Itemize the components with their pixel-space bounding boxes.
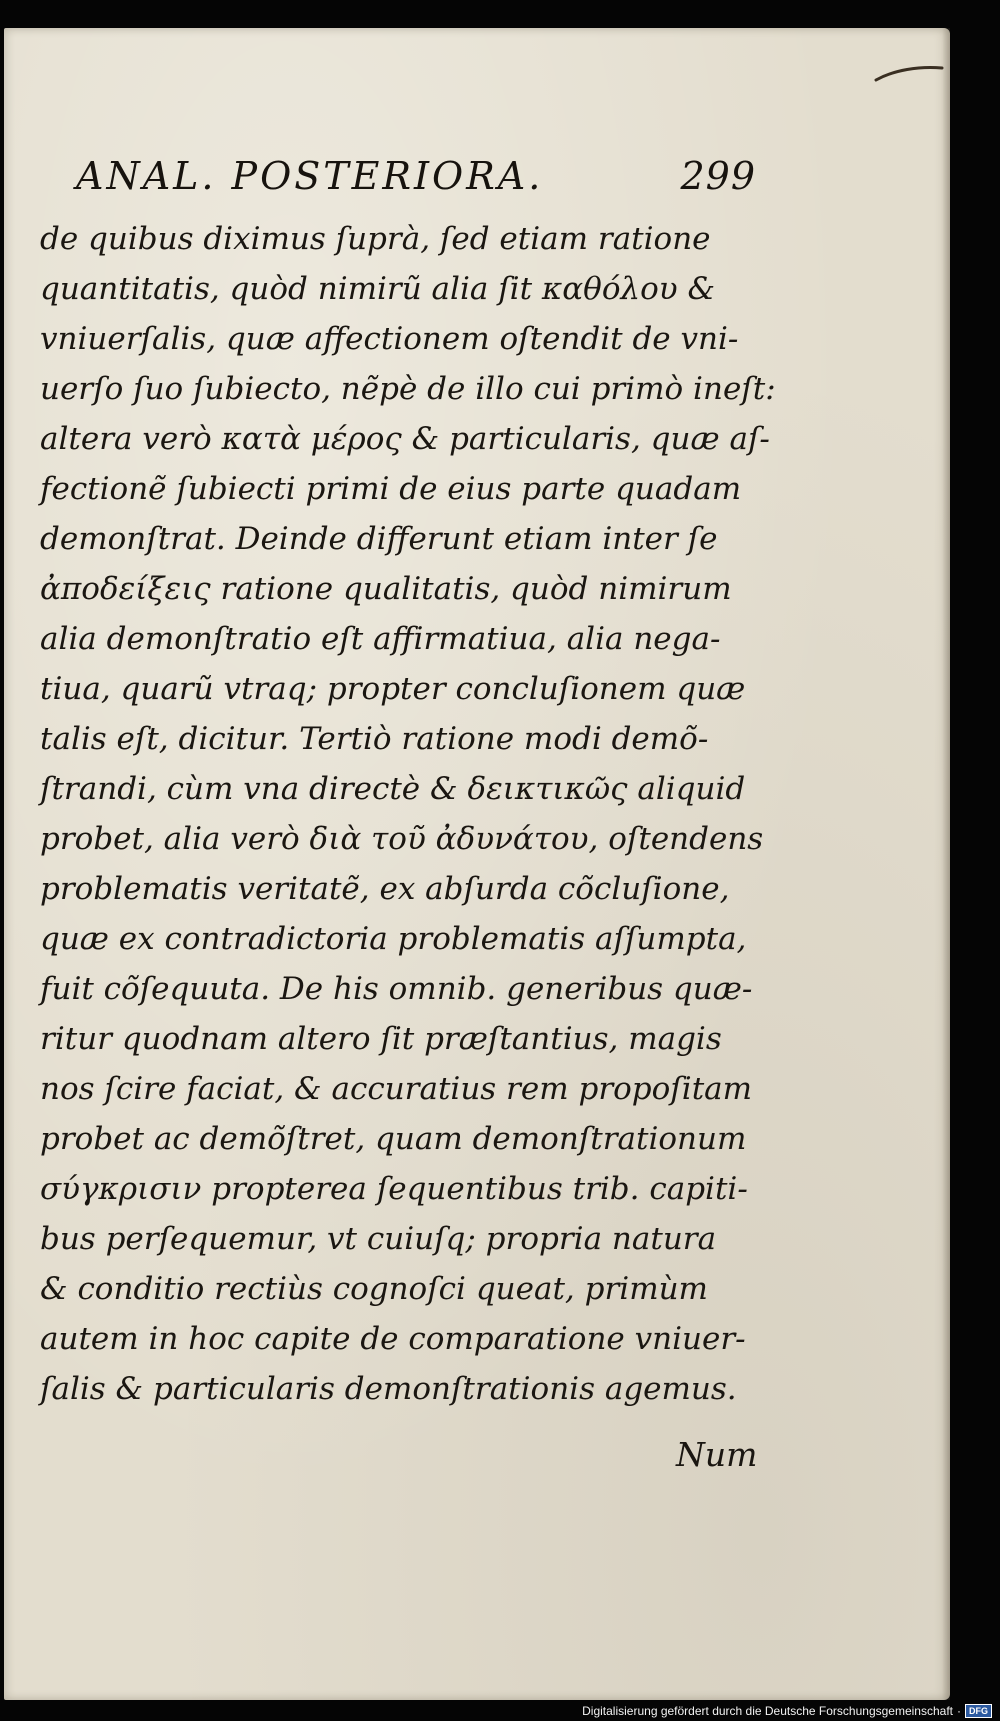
dfg-logo-icon: DFG: [965, 1704, 992, 1718]
catchword: Num: [676, 1435, 758, 1474]
body-text: [40, 214, 780, 1414]
text-line: bus perſequemur, vt cuiuſq; propria natura: [40, 1221, 717, 1257]
text-line: problematis veritatẽ, ex abſurda cõcluſione,: [40, 871, 730, 907]
text-line: alia demonſtratio eſt affirmatiua, alia nega-: [40, 621, 721, 657]
text-line: uerſo ſuo ſubiecto, nẽpè de illo cui primò ineſt:: [40, 371, 776, 407]
running-head: [76, 154, 756, 204]
page-number: 299: [680, 154, 756, 198]
text-line: fectionẽ ſubiecti primi de eius parte quadam: [40, 471, 742, 507]
footer-separator: ·: [957, 1704, 961, 1718]
page-corner-mark: [874, 62, 944, 86]
text-line: quantitatis, quòd nimirũ alia ſit καθόλου &: [40, 271, 716, 307]
text-line: autem in hoc capite de comparatione vniuer-: [40, 1321, 746, 1357]
text-line: σύγκρισιν propterea ſequentibus trib. capiti-: [40, 1171, 748, 1207]
text-line: quæ ex contradictoria problematis aſſumpta,: [40, 921, 747, 957]
text-line: ἀποδείξεις ratione qualitatis, quòd nimirum: [40, 571, 732, 607]
footer-text: Digitalisierung gefördert durch die Deutsche Forschungsgemeinschaft: [582, 1704, 953, 1718]
text-line: & conditio rectiùs cognoſci queat, primùm: [40, 1271, 708, 1307]
text-line: de quibus diximus ſuprà, ſed etiam ratione: [40, 221, 711, 257]
text-line: talis eſt, dicitur. Tertiò ratione modi demõ-: [40, 721, 709, 757]
text-line: probet ac demõſtret, quam demonſtrationum: [40, 1121, 747, 1157]
text-line: ritur quodnam altero ſit præſtantius, magis: [40, 1021, 722, 1057]
text-line: tiua, quarũ vtraq; propter concluſionem quæ: [40, 671, 746, 707]
text-line: fuit cõſequuta. De his omnib. generibus quæ-: [40, 971, 753, 1007]
text-line: ſtrandi, cùm vna directè & δεικτικῶς aliquid: [40, 771, 746, 807]
digitization-footer: [582, 1702, 992, 1720]
text-line: demonſtrat. Deinde differunt etiam inter ſe: [40, 521, 718, 557]
text-line: altera verò κατὰ μέρος & particularis, quæ aſ-: [40, 421, 770, 457]
text-line: nos ſcire faciat, & accuratius rem propoſitam: [40, 1071, 753, 1107]
book-page: [4, 28, 950, 1700]
text-line: vniuerſalis, quæ affectionem oſtendit de vni-: [40, 321, 739, 357]
text-line: ſalis & particularis demonſtrationis agemus.: [40, 1371, 737, 1407]
text-line: probet, alia verò διὰ τοῦ ἀδυνάτου, oſtendens: [40, 821, 764, 857]
page-edge-shadow: [942, 28, 950, 1700]
running-title: ANAL. POSTERIORA.: [76, 154, 544, 198]
